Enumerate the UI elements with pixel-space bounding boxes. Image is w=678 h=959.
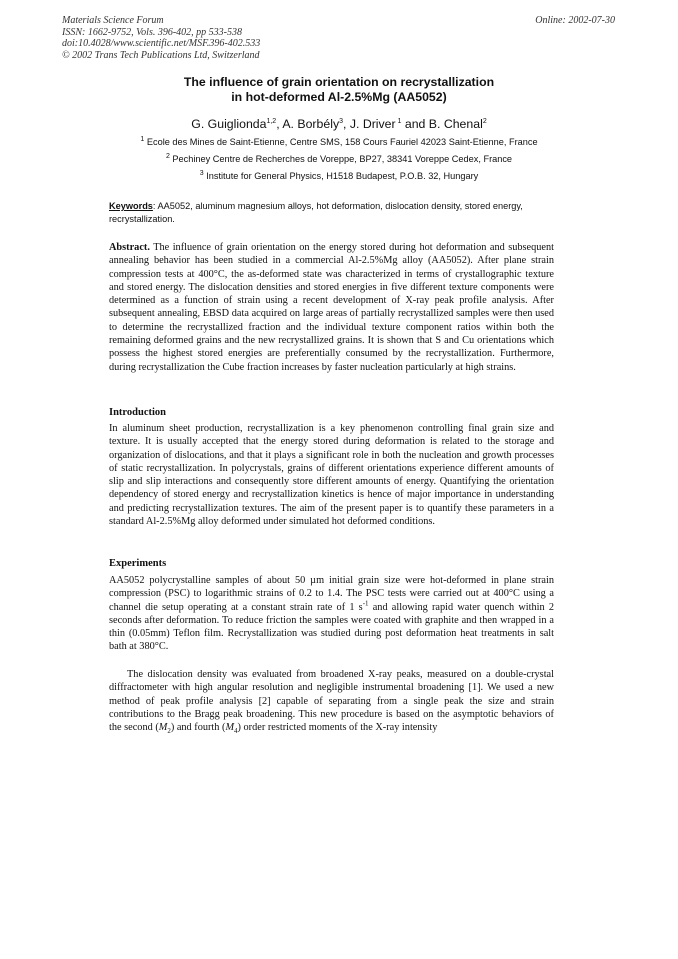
- paper-title: [0, 75, 678, 105]
- author-2: , A. Borbély: [276, 117, 340, 131]
- keywords-text: : AA5052, aluminum magnesium alloys, hot deformation, dislocation density, stored energy, recrystallization.: [109, 201, 523, 224]
- affiliation-2: $^2$ Pechiney Centre de Recherches de Voreppe, BP27, 38341 Voreppe Cedex, France: [165, 152, 513, 164]
- issn-line: ISSN: 1662-9752, Vols. 396-402, pp 533-538: [62, 26, 242, 38]
- affiliation-3: $^3$ Institute for General Physics, H1518 Budapest, P.O.B. 32, Hungary: [199, 169, 479, 181]
- affiliation-1: $^1$ Ecole des Mines de Saint-Etienne, Centre SMS, 158 Cours Fauriel 42023 Saint-Etienne, France: [140, 135, 538, 147]
- experiments-paragraph-2: The dislocation density was evaluated from broadened X-ray peaks, measured on a double-crystal diffractometer with high angular resolution and negligible instrumental broadening [1]. We used a new method of peak profile analysis [2] capable of separating from a single peak the size and strain contributions to the Bragg peak broadening. This new procedure is based on the asymptotic behaviors of the second $(M_2)$ and fourth $(M_4)$ order restricted moments of the X-ray intensity: [109, 669, 554, 736]
- abstract-text: The influence of grain orientation on the energy stored during hot deformation and subsequent annealing behavior has been studied in a commercial Al-2.5%Mg alloy (AA5052). After plane strain compression tests at 400°C, the as-deformed state was characterized in terms of crystallographic texture and stored energy. The dislocation densities and stored energies in five different texture components were determined as a function of strain using a recent development of X-ray peak profile analysis. After subsequent annealing, EBSD data acquired on large areas of partially recrystallized samples were then used to determine the recrystallized fraction and the individual texture component ratios within both the remaining deformed grains and the new recrystallized grains. It is shown that S and Cu orientations which possess the highest stored energies are preferentially consumed by the recrystallization. Furthermore, during recrystallization the Cube fraction increases by faster nucleation particularly at high strains.: [109, 242, 554, 373]
- abstract: [109, 241, 554, 374]
- abstract-label: Abstract.: [109, 242, 150, 253]
- experiments-heading: Experiments: [109, 558, 167, 569]
- keywords-label: Keywords: [109, 201, 153, 211]
- author-3-affil: 1: [395, 117, 402, 125]
- doi-line[interactable]: doi:10.4028/www.scientific.net/MSF.396-402.533: [62, 38, 261, 49]
- keywords: [109, 200, 554, 225]
- experiments-paragraph-1: AA5052 polycrystalline samples of about 50 µm initial grain size were hot-deformed in plane strain compression (PSC) to logarithmic strains of 0.2 to 1.4. The PSC tests were carried out at 400°C using a channel die setup operating at a constant strain rate of 1 $s^{-1}$ and allowing rapid water quench within 2 seconds after deformation. To reduce friction the samples were coated with graphite and then wrapped in a thin (0.05mm) Teflon film. Recrystallization was studied during post deformation heat treatments in salt bath at 380°C.: [109, 575, 554, 653]
- author-list: [0, 117, 678, 132]
- author-2-affil: 3: [339, 117, 343, 125]
- title-line-2: in hot-deformed Al-2.5%Mg (AA5052): [231, 90, 447, 104]
- introduction-text: In aluminum sheet production, recrystallization is a key phenomenon controlling final grain size and texture. It is usually accepted that the energy stored during deformation is related to the storage and organization of dislocations, and that it plays a significant role in both the nucleation and growth processes of static recrystallization. In polycrystals, grains of different orientations experience different amounts of slip and slip interactions and consequently store different amounts of energy. Quantifying the orientation dependency of stored energy and recrystallization kinetics is hence of major importance in understanding and predicting recrystallization textures. The aim of the present paper is to quantify these parameters in a standard Al-2.5%Mg alloy deformed under simulated hot deformed conditions.: [109, 423, 554, 528]
- copyright-line: © 2002 Trans Tech Publications Ltd, Switzerland: [62, 49, 260, 61]
- author-3: , J. Driver: [343, 117, 396, 131]
- online-date: Online: 2002-07-30: [535, 15, 615, 26]
- journal-header: [62, 15, 260, 61]
- title-line-1: The influence of grain orientation on recrystallization: [183, 75, 495, 89]
- journal-name: Materials Science Forum: [62, 15, 164, 26]
- author-4: and B. Chenal: [401, 117, 483, 131]
- author-1-affil: 1,2: [266, 117, 277, 125]
- author-1: G. Guiglionda: [191, 117, 267, 131]
- author-4-affil: 2: [482, 117, 487, 125]
- introduction-heading: Introduction: [109, 407, 166, 418]
